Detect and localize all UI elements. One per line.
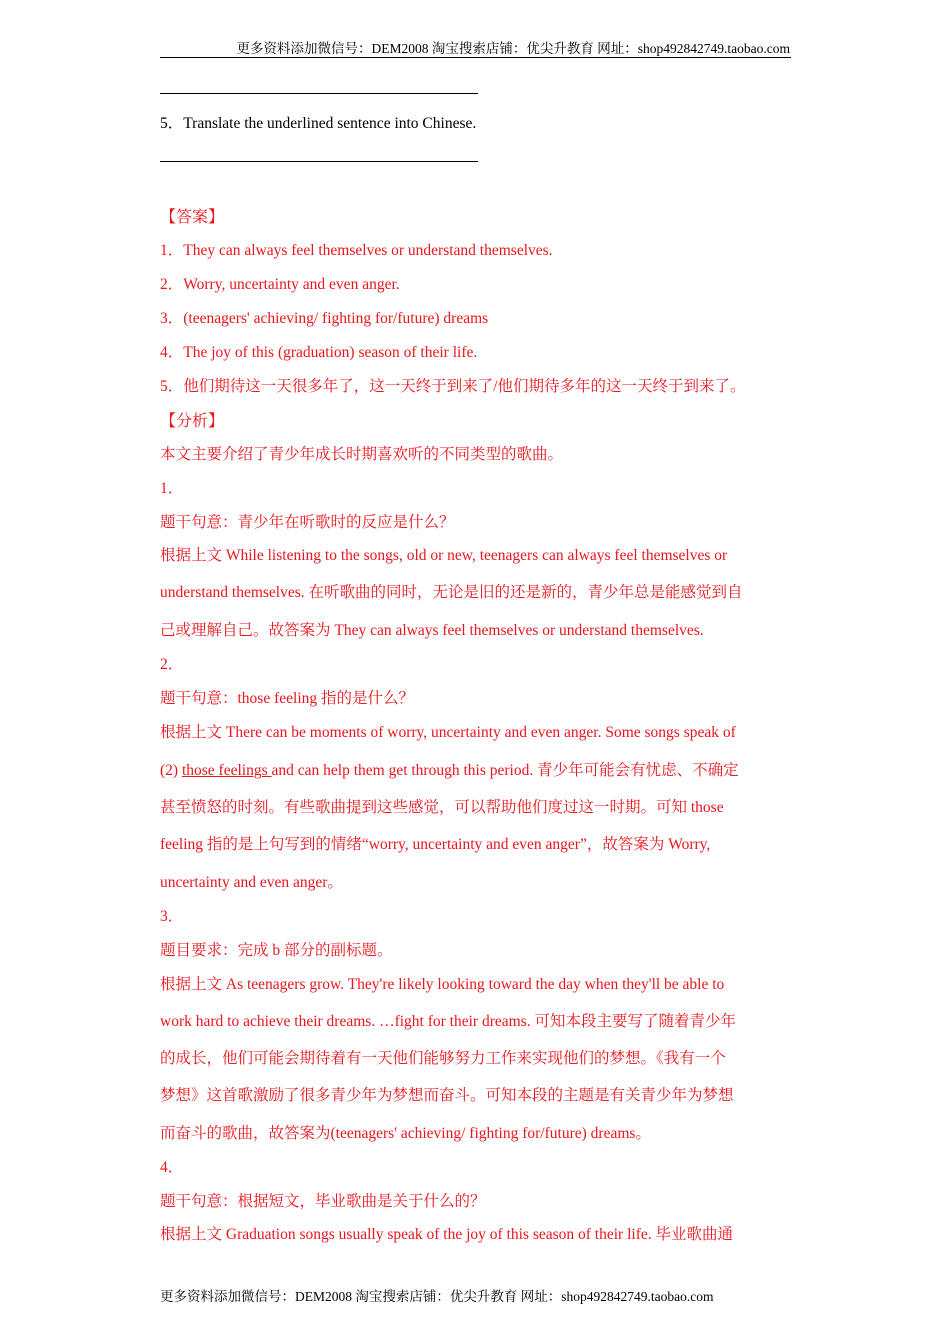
header-divider <box>160 57 791 58</box>
analysis-q4-stem: 题干句意：根据短文，毕业歌曲是关于什么的？ <box>160 1193 486 1210</box>
analysis-q2-line: 根据上文 There can be moments of worry, uncertainty and even anger. Some songs speak of <box>160 724 736 741</box>
analysis-q2-line-rest: and can help them get through this period. 青少年可能会有忧虑、不确定 <box>271 762 739 779</box>
analysis-q3-line: 梦想》这首歌激励了很多青少年为梦想而奋斗。可知本段的主题是有关青少年为梦想 <box>160 1087 734 1104</box>
analysis-heading: 【分析】 <box>160 413 225 430</box>
answer-item-5: 5．他们期待这一天很多年了，这一天终于到来了/他们期待多年的这一天终于到来了。 <box>160 378 746 395</box>
answer-item-1: 1．They can always feel themselves or understand themselves. <box>160 242 553 259</box>
page-header: 更多资料添加微信号：DEM2008 淘宝搜索店铺：优尖升教育 网址：shop492842749.taobao.com <box>236 41 790 56</box>
answer-blank-line <box>160 161 478 162</box>
answer-blank-line <box>160 93 478 94</box>
page-footer: 更多资料添加微信号：DEM2008 淘宝搜索店铺：优尖升教育 网址：shop492842749.taobao.com <box>160 1289 714 1304</box>
underlined-phrase: those feelings <box>181 762 272 779</box>
analysis-q2-line: 甚至愤怒的时刻。有些歌曲提到这些感觉，可以帮助他们度过这一时期。可知 those <box>160 799 724 816</box>
analysis-q3-line: 根据上文 As teenagers grow. They're likely looking toward the day when they'll be able to <box>160 976 725 993</box>
answer-item-3: 3．(teenagers' achieving/ fighting for/future) dreams <box>160 310 489 327</box>
analysis-q2-line-prefix: (2) <box>160 762 182 779</box>
analysis-q1-number: 1． <box>160 480 184 497</box>
answer-heading: 【答案】 <box>160 209 225 226</box>
analysis-q1-line: understand themselves. 在听歌曲的同时，无论是旧的还是新的，青少年总是能感觉到自 <box>160 584 743 601</box>
answer-item-4: 4．The joy of this (graduation) season of their life. <box>160 344 478 361</box>
question-5-prompt: 5．Translate the underlined sentence into Chinese. <box>160 115 477 132</box>
analysis-q2-line: uncertainty and even anger。 <box>160 874 343 891</box>
analysis-q2-line: feeling 指的是上句写到的情绪“worry, uncertainty and even anger”，故答案为 Worry, <box>160 836 711 853</box>
analysis-q1-line: 根据上文 While listening to the songs, old or new, teenagers can always feel themselves or <box>160 547 728 564</box>
analysis-q4-number: 4． <box>160 1159 184 1176</box>
analysis-q2-stem: 题干句意：those feeling 指的是什么？ <box>160 690 415 707</box>
analysis-q3-stem: 题目要求：完成 b 部分的副标题。 <box>160 942 393 959</box>
analysis-q4-line: 根据上文 Graduation songs usually speak of the joy of this season of their life. 毕业歌曲通 <box>160 1226 733 1243</box>
analysis-q3-line: work hard to achieve their dreams. …fight for their dreams. 可知本段主要写了随着青少年 <box>160 1013 736 1030</box>
answer-item-2: 2．Worry, uncertainty and even anger. <box>160 276 400 293</box>
analysis-q3-line: 而奋斗的歌曲，故答案为(teenagers' achieving/ fighting for/future) dreams。 <box>160 1125 651 1142</box>
analysis-q1-line: 己或理解自己。故答案为 They can always feel themselves or understand themselves. <box>160 622 704 639</box>
analysis-q3-number: 3． <box>160 908 184 925</box>
analysis-q2-number: 2． <box>160 656 184 673</box>
analysis-q3-line: 的成长，他们可能会期待着有一天他们能够努力工作来实现他们的梦想。《我有一个 <box>160 1050 726 1067</box>
analysis-q1-stem: 题干句意：青少年在听歌时的反应是什么？ <box>160 514 455 531</box>
analysis-q2-line <box>160 758 739 780</box>
analysis-summary: 本文主要介绍了青少年成长时期喜欢听的不同类型的歌曲。 <box>160 446 564 463</box>
